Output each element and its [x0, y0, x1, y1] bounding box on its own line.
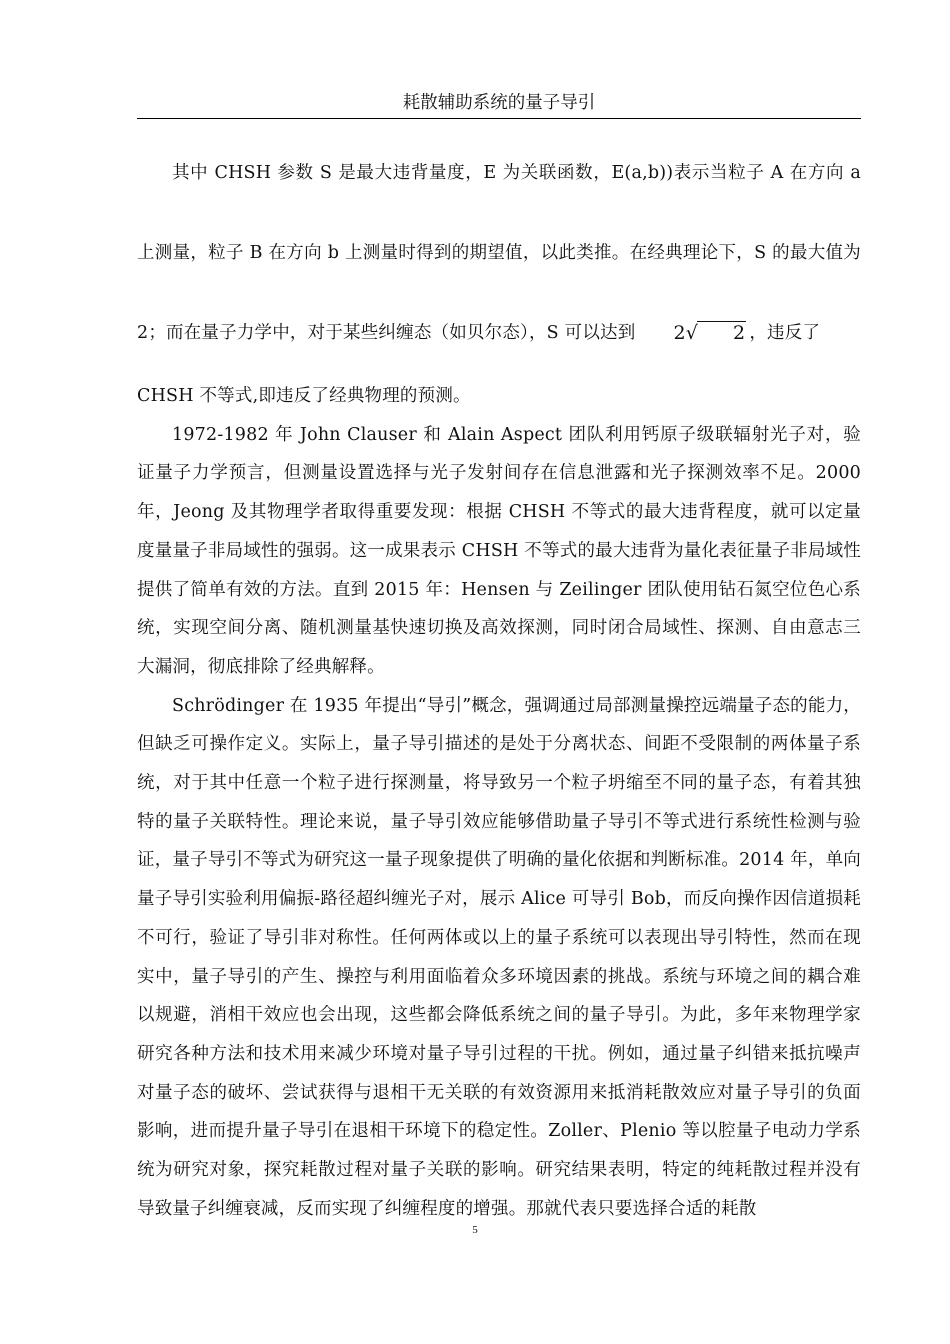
paragraph-history: 1972-1982 年 John Clauser 和 Alain Aspect 团队利用钙原子级联辐射光子对，验证量子力学预言，但测量设置选择与光子发射间存在信息泄露和光子探测效率不足。2000 年，Jeong 及其物理学者取得重要发现：根据 CHSH 不等式的最大违背程度，就可以定量度量量子非局域性的强弱。这一成果表示 CHSH 不等式的最大违背为量化表征量子非局域性提供了简单有效的方法。直到 2015 年：Hensen 与 Zeilinger 团队使用钻石氮空位色心系统，实现空间分离、随机测量基快速切换及高效探测，同时闭合局域性、探测、自由意志三大漏洞，彻底排除了经典解释。	[137, 424, 861, 677]
paragraph-chsh	[137, 133, 861, 373]
formula-coefficient: 2	[673, 322, 686, 345]
chsh-text: 其中 CHSH 参数 S 是最大违背量度，E 为关联函数，E(a,b))表示当粒子 A 在方向 a 上测量，粒子 B 在方向 b 上测量时得到的期望值，以此类推。在经典理论下，S 的最大值为 2；而在量子力学中，对于某些纠缠态（如贝尔态），S 可以达到	[137, 163, 861, 343]
page-number: 5	[472, 1224, 478, 1236]
running-header	[137, 91, 861, 119]
two-sqrt-two-formula	[638, 314, 746, 353]
paragraph-chsh-end: CHSH 不等式,即违反了经典物理的预测。	[137, 386, 471, 406]
running-header-title: 耗散辅助系统的量子导引	[402, 93, 596, 113]
formula-radicand: 2	[697, 321, 746, 344]
body-text	[137, 133, 861, 1228]
chsh-text-after: ，违反了	[749, 323, 821, 343]
paragraph-steering: Schrödinger 在 1935 年提出“导引”概念，强调通过局部测量操控远端量子态的能力，但缺乏可操作定义。实际上，量子导引描述的是处于分离状态、间距不受限制的两体量子系统，对于其中任意一个粒子进行探测量，将导致另一个粒子坍缩至不同的量子态，有着其独特的量子关联特性。理论来说，量子导引效应能够借助量子导引不等式进行系统性检测与验证，量子导引不等式为研究这一量子现象提供了明确的量化依据和判断标准。2014 年，单向量子导引实验利用偏振-路径超纠缠光子对，展示 Alice 可导引 Bob，而反向操作因信道损耗不可行，验证了导引非对称性。任何两体或以上的量子系统可以表现出导引特性，然而在现实中，量子导引的产生、操控与利用面临着众多环境因素的挑战。系统与环境之间的耦合难以规避，消相干效应也会出现，这些都会降低系统之间的量子导引。为此，多年来物理学家研究各种方法和技术用来减少环境对量子导引过程的干扰。例如，通过量子纠错来抵抗噪声对量子态的破坏、尝试获得与退相干无关联的有效资源用来抵消耗散效应对量子导引的负面影响，进而提升量子导引在退相干环境下的稳定性。Zoller、Plenio 等以腔量子电动力学系统为研究对象，探究耗散过程对量子关联的影响。研究结果表明，特定的纯耗散过程并没有导致量子纠缠衰减，反而实现了纠缠程度的增强。那就代表只要选择合适的耗散	[137, 695, 861, 1219]
sqrt-sign: √	[685, 322, 699, 345]
